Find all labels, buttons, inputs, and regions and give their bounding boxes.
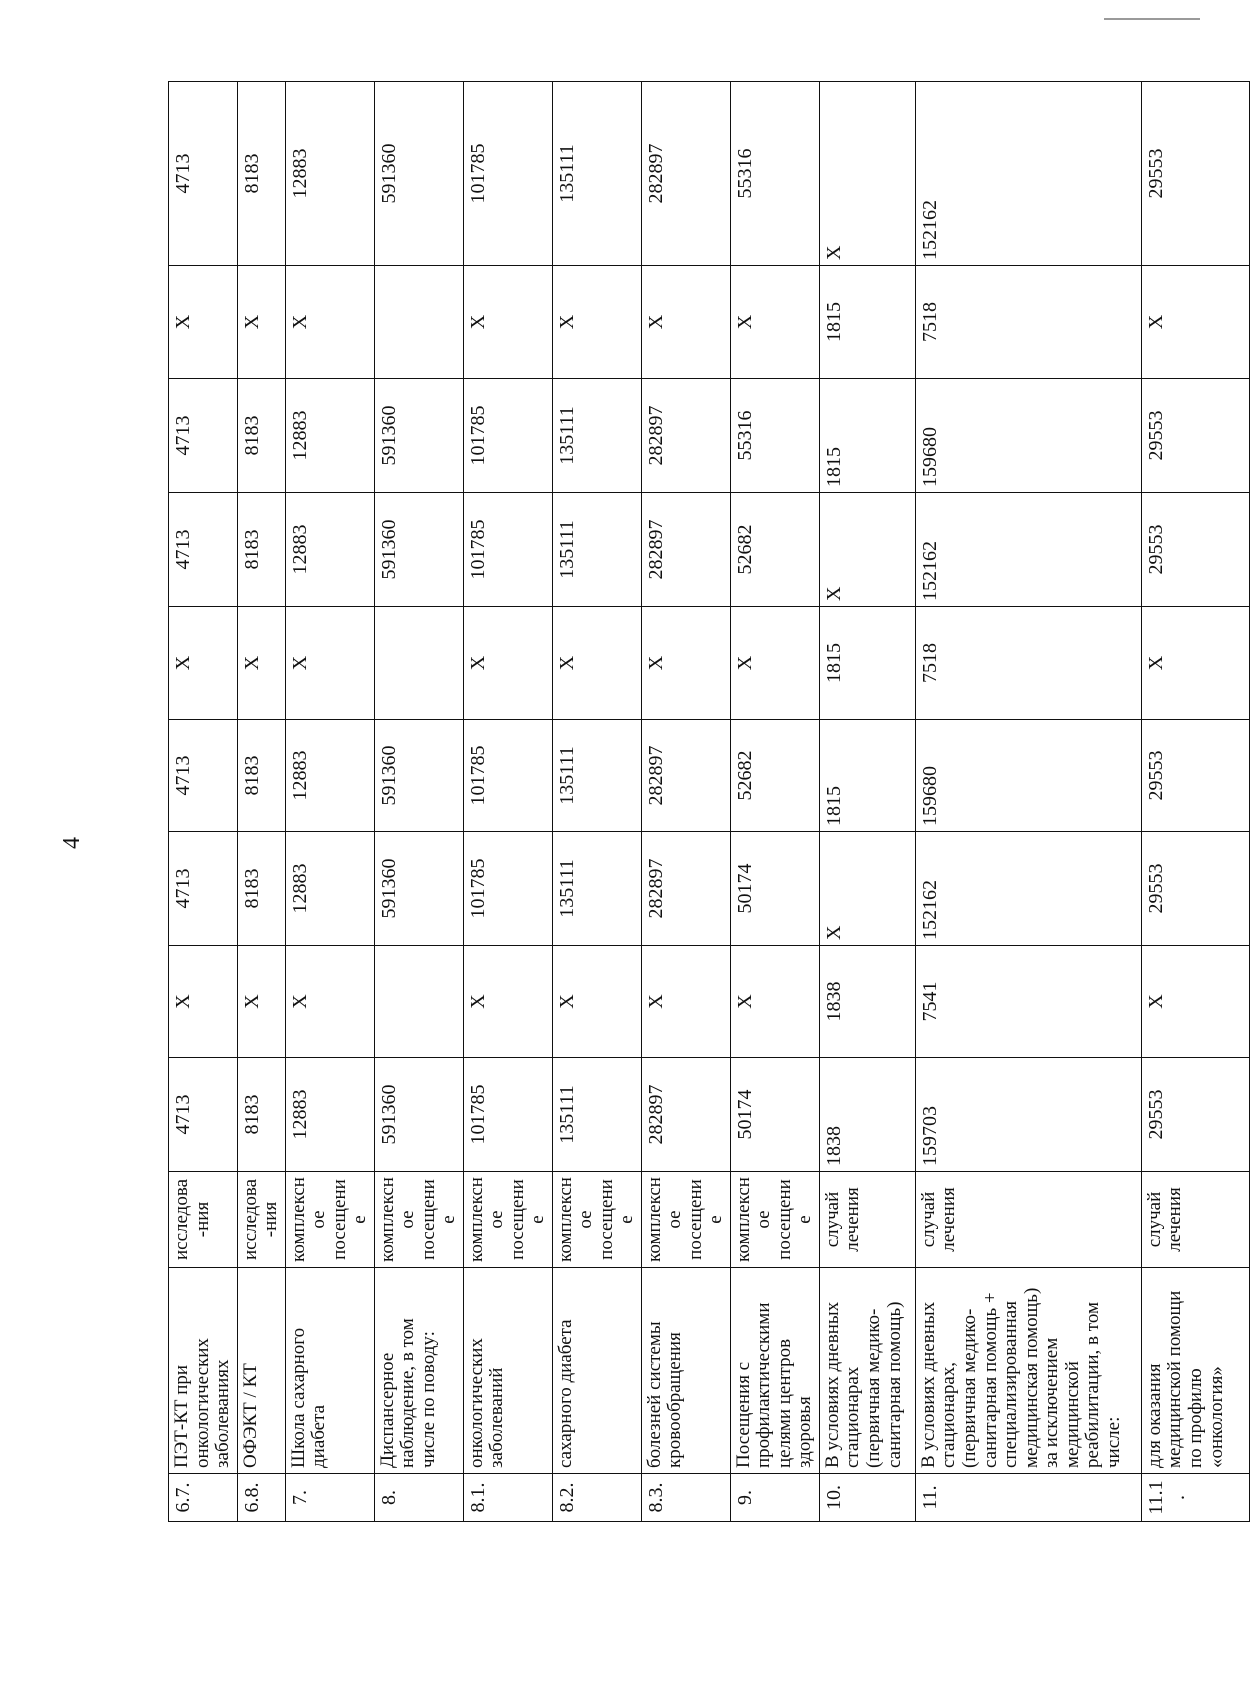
value-cell: 12883 (285, 1058, 374, 1172)
value-cell: 55316 (730, 82, 819, 266)
row-number: 8. (374, 1474, 463, 1522)
row-unit: исследова-ния (237, 1172, 285, 1268)
value-cell: 50174 (730, 1058, 819, 1172)
row-unit: комплексное посещение (374, 1172, 463, 1268)
row-unit: комплексное посещение (463, 1172, 552, 1268)
value-cell: 282897 (641, 720, 730, 832)
row-unit: комплексное посещение (552, 1172, 641, 1268)
value-cell: X (1141, 607, 1249, 720)
table-rotated-container (168, 82, 1227, 1522)
row-unit: комплексное посещение (641, 1172, 730, 1268)
value-cell: 8183 (237, 1058, 285, 1172)
value-cell: X (819, 493, 915, 607)
value-cell: 152162 (915, 832, 1141, 946)
value-cell: 4713 (169, 832, 238, 946)
value-cell: 101785 (463, 720, 552, 832)
table-row (641, 82, 730, 1522)
value-cell: X (730, 946, 819, 1058)
value-cell: 29553 (1141, 379, 1249, 493)
table-row (285, 82, 374, 1522)
value-cell: 591360 (374, 720, 463, 832)
row-number: 10. (819, 1474, 915, 1522)
value-cell: 101785 (463, 832, 552, 946)
value-cell: X (463, 607, 552, 720)
value-cell: X (819, 832, 915, 946)
value-cell: 4713 (169, 720, 238, 832)
value-cell: X (552, 946, 641, 1058)
value-cell: X (285, 266, 374, 379)
value-cell: 52682 (730, 493, 819, 607)
value-cell: 29553 (1141, 493, 1249, 607)
row-unit: случай лечения (915, 1172, 1141, 1268)
value-cell (374, 946, 463, 1058)
row-name: Посещения с профилактическими целями центров здоровья (730, 1268, 819, 1474)
value-cell: X (463, 266, 552, 379)
row-name: болезней системы кровообращения (641, 1268, 730, 1474)
row-number: 6.7. (169, 1474, 238, 1522)
value-cell: X (1141, 266, 1249, 379)
value-cell: 159680 (915, 720, 1141, 832)
value-cell: 591360 (374, 1058, 463, 1172)
value-cell: 591360 (374, 379, 463, 493)
value-cell: 282897 (641, 1058, 730, 1172)
value-cell: 8183 (237, 379, 285, 493)
value-cell: 4713 (169, 1058, 238, 1172)
row-name: Диспансерное наблюдение, в том числе по поводу: (374, 1268, 463, 1474)
row-number: 9. (730, 1474, 819, 1522)
table-row (1141, 82, 1249, 1522)
value-cell: X (463, 946, 552, 1058)
row-unit: случай лечения (1141, 1172, 1249, 1268)
value-cell: 4713 (169, 379, 238, 493)
row-number: 8.3. (641, 1474, 730, 1522)
row-unit: случай лечения (819, 1172, 915, 1268)
row-name: для оказания медицинской помощи по профилю «онкология» (1141, 1268, 1249, 1474)
value-cell: 12883 (285, 379, 374, 493)
value-cell: X (819, 82, 915, 266)
row-number: 7. (285, 1474, 374, 1522)
value-cell (374, 607, 463, 720)
value-cell: 152162 (915, 82, 1141, 266)
data-table (168, 81, 1250, 1522)
value-cell: 282897 (641, 832, 730, 946)
value-cell: 1815 (819, 266, 915, 379)
value-cell: 101785 (463, 379, 552, 493)
value-cell: 135111 (552, 493, 641, 607)
page-number: 4 (59, 837, 85, 849)
value-cell: X (641, 266, 730, 379)
value-cell: 101785 (463, 493, 552, 607)
table-row (463, 82, 552, 1522)
value-cell: X (285, 607, 374, 720)
value-cell: X (552, 266, 641, 379)
value-cell: X (641, 946, 730, 1058)
value-cell: 12883 (285, 493, 374, 607)
table-body (169, 82, 1250, 1522)
value-cell: X (730, 607, 819, 720)
value-cell: 4713 (169, 82, 238, 266)
table-row (237, 82, 285, 1522)
value-cell: 152162 (915, 493, 1141, 607)
value-cell: 1815 (819, 607, 915, 720)
row-unit: исследова-ния (169, 1172, 238, 1268)
value-cell: 101785 (463, 82, 552, 266)
value-cell: 55316 (730, 379, 819, 493)
value-cell: X (237, 266, 285, 379)
row-number: 11. (915, 1474, 1141, 1522)
row-name: В условиях дневных стационарах (первичная медико-санитарная помощь) (819, 1268, 915, 1474)
value-cell: 135111 (552, 1058, 641, 1172)
value-cell: 101785 (463, 1058, 552, 1172)
row-name: ПЭТ-КТ при онкологических заболеваниях (169, 1268, 238, 1474)
value-cell: 7518 (915, 266, 1141, 379)
value-cell: X (285, 946, 374, 1058)
value-cell: 135111 (552, 379, 641, 493)
value-cell: 591360 (374, 832, 463, 946)
value-cell: 8183 (237, 493, 285, 607)
value-cell: 1815 (819, 379, 915, 493)
value-cell: 29553 (1141, 720, 1249, 832)
row-name: сахарного диабета (552, 1268, 641, 1474)
value-cell: X (552, 607, 641, 720)
row-name: В условиях дневных стационарах, (первичная медико-санитарная помощь + специализированная медицинская помощь) за исключением медицинской реабилитации, в том числе: (915, 1268, 1141, 1474)
value-cell: 12883 (285, 720, 374, 832)
row-number: 8.2. (552, 1474, 641, 1522)
row-name: ОФЭКТ / КТ (237, 1268, 285, 1474)
value-cell: 135111 (552, 832, 641, 946)
value-cell: 7518 (915, 607, 1141, 720)
table-row (730, 82, 819, 1522)
value-cell: 29553 (1141, 1058, 1249, 1172)
value-cell: 4713 (169, 493, 238, 607)
value-cell: 591360 (374, 493, 463, 607)
value-cell: X (169, 607, 238, 720)
value-cell: 1815 (819, 720, 915, 832)
value-cell: 282897 (641, 493, 730, 607)
scan-edge-line (1104, 18, 1200, 20)
value-cell: X (1141, 946, 1249, 1058)
value-cell: X (237, 607, 285, 720)
value-cell: X (169, 266, 238, 379)
row-unit: комплексное посещение (285, 1172, 374, 1268)
value-cell: 29553 (1141, 832, 1249, 946)
row-number: 6.8. (237, 1474, 285, 1522)
value-cell: 282897 (641, 82, 730, 266)
value-cell: X (730, 266, 819, 379)
value-cell: 159703 (915, 1058, 1141, 1172)
value-cell: 8183 (237, 720, 285, 832)
row-number: 11.1. (1141, 1474, 1249, 1522)
table-row (169, 82, 238, 1522)
value-cell: 591360 (374, 82, 463, 266)
value-cell: 135111 (552, 82, 641, 266)
value-cell (374, 266, 463, 379)
value-cell: 7541 (915, 946, 1141, 1058)
row-name: онкологических заболеваний (463, 1268, 552, 1474)
value-cell: 159680 (915, 379, 1141, 493)
value-cell: 12883 (285, 832, 374, 946)
table-row (552, 82, 641, 1522)
value-cell: 8183 (237, 82, 285, 266)
value-cell: X (169, 946, 238, 1058)
value-cell: 1838 (819, 946, 915, 1058)
value-cell: 282897 (641, 379, 730, 493)
value-cell: 1838 (819, 1058, 915, 1172)
value-cell: 135111 (552, 720, 641, 832)
row-number: 8.1. (463, 1474, 552, 1522)
value-cell: 50174 (730, 832, 819, 946)
value-cell: 8183 (237, 832, 285, 946)
value-cell: 29553 (1141, 82, 1249, 266)
value-cell: X (641, 607, 730, 720)
row-name: Школа сахарного диабета (285, 1268, 374, 1474)
row-unit: комплексное посещение (730, 1172, 819, 1268)
value-cell: 12883 (285, 82, 374, 266)
value-cell: 52682 (730, 720, 819, 832)
table-row (374, 82, 463, 1522)
value-cell: X (237, 946, 285, 1058)
table-row (819, 82, 915, 1522)
table-row (915, 82, 1141, 1522)
